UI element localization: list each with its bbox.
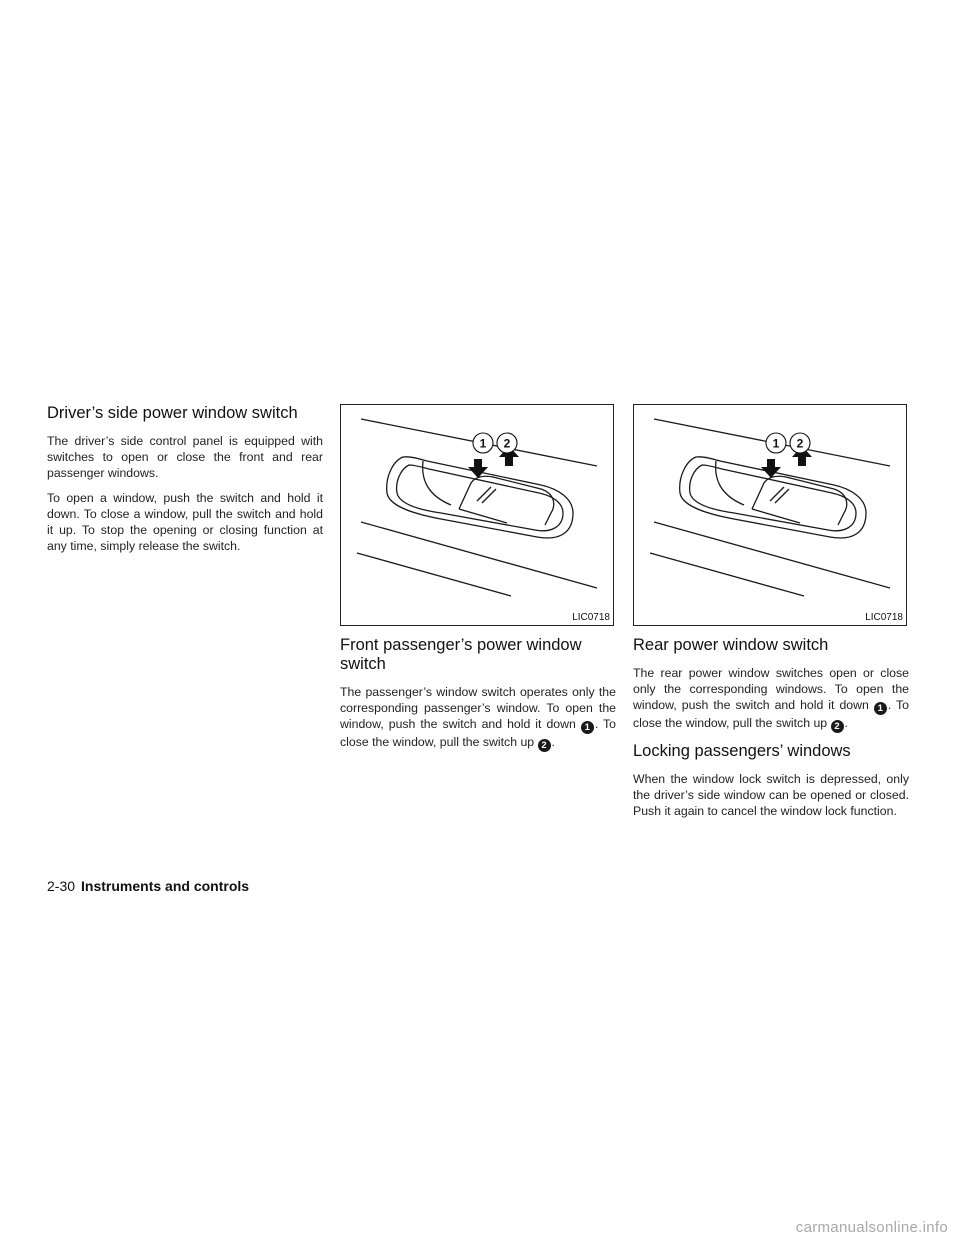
callout-labels [341, 405, 613, 625]
text-segment: . [551, 735, 555, 749]
heading-locking-windows: Locking passengers’ windows [633, 742, 851, 760]
page-footer [47, 877, 249, 895]
page-number: 2-30 [47, 878, 76, 894]
callout-1: 1 [772, 436, 780, 451]
number-1-badge: 1 [581, 721, 594, 734]
callout-labels [634, 405, 906, 625]
paragraph-front-passenger [340, 684, 616, 752]
number-2-badge: 2 [538, 739, 551, 752]
section-title: Instruments and controls [81, 878, 250, 894]
text-segment: The passenger’s window switch operates only the corresponding passenger’s window. To open the window, push the switch and hold it down [340, 685, 616, 731]
paragraph-drivers-operation: To open a window, push the switch and hold it down. To close a window, pull the switch and hold it up. To stop the opening or closing function at any time, simply release the switch. [47, 491, 323, 553]
heading-front-passenger-switch: Front passenger’s power window switch [340, 636, 582, 673]
text-segment: The rear power window switches open or close only the corresponding windows. To open the window, push the switch and hold it down [633, 666, 909, 712]
text-segment: . To close the window, pull the switch up [633, 698, 909, 730]
window-switch-illustration-front [340, 404, 614, 626]
text-segment: . To close the window, pull the switch up [340, 717, 616, 749]
heading-rear-window-switch: Rear power window switch [633, 636, 829, 654]
number-2-badge: 2 [831, 720, 844, 733]
figure-code: LIC0718 [572, 612, 610, 623]
heading-drivers-side-switch: Driver’s side power window switch [47, 404, 298, 422]
paragraph-locking-windows: When the window lock switch is depressed, only the driver’s side window can be opened or closed. Push it again to cancel the window lock function. [633, 772, 909, 818]
text-segment: . [844, 716, 848, 730]
number-1-badge: 1 [874, 702, 887, 715]
watermark: carmanualsonline.info [795, 1219, 948, 1236]
callout-1: 1 [479, 436, 487, 451]
column-front-passenger [340, 404, 616, 761]
paragraph-rear-window [633, 665, 909, 733]
callout-2: 2 [503, 436, 511, 451]
window-switch-illustration-rear [633, 404, 907, 626]
column-drivers-switch [47, 404, 323, 563]
figure-code: LIC0718 [865, 612, 903, 623]
paragraph-drivers-intro: The driver’s side control panel is equipped with switches to open or close the front and rear passenger windows. [47, 434, 323, 480]
column-rear-windows [633, 404, 909, 828]
callout-2: 2 [796, 436, 804, 451]
